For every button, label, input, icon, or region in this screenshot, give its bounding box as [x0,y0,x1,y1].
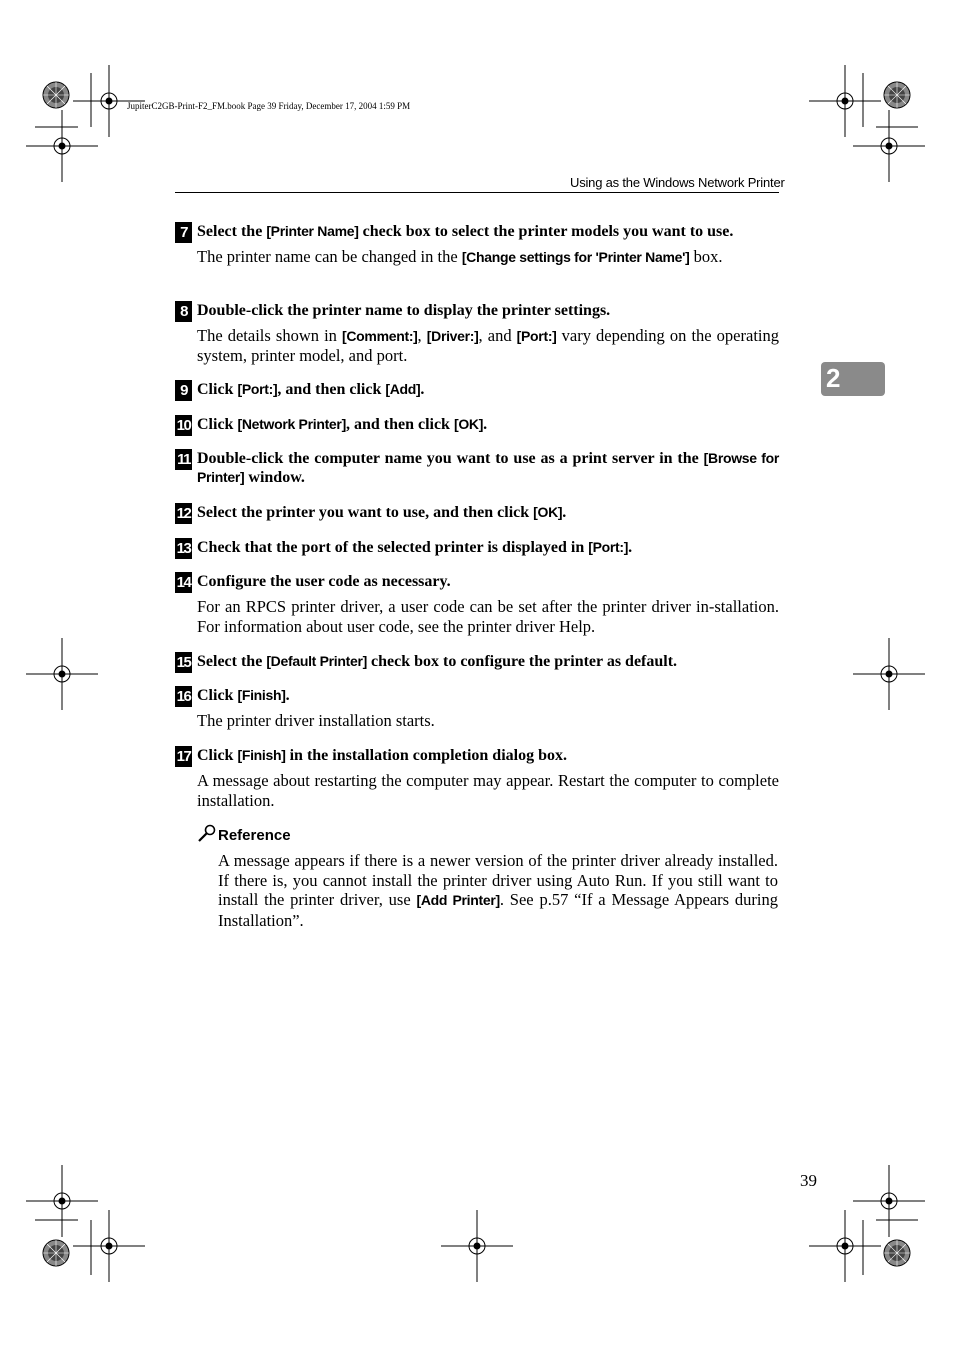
header-rule [175,192,779,193]
description-text: A message about restarting the computer may appear. Restart the computer to complete installation. [197,771,779,810]
step-15 [175,652,779,671]
registration-mark-icon [26,638,98,710]
description-text: The printer driver installation starts. [197,711,435,730]
instruction-ui-label: [Default Printer] [266,653,367,669]
registration-mark-icon [441,1210,513,1282]
step-instruction [197,538,779,557]
instruction-ui-label: [Finish] [237,747,286,763]
step-number-badge: 8 [175,301,192,322]
instruction-ui-label: [Add] [385,381,421,397]
instruction-ui-label: [Finish] [237,687,286,703]
instruction-text: check box to configure the printer as default. [367,653,678,670]
target-icon [43,1240,69,1266]
description-text: vary depending on the operating system, printer model, and port. [197,326,779,365]
step-instruction [197,301,779,320]
reference-text: A message appears if there is a newer version of the printer driver already installed. If there is, you cannot install the printer driver using Auto Run. If you still want to install the printer driver, use [218,851,778,909]
instruction-ui-label: [Printer Name] [266,223,359,239]
instruction-ui-label: [OK] [533,504,563,520]
instruction-text: Configure the user code as necessary. [197,573,451,590]
step-number-badge: 12 [176,505,191,522]
instruction-text: , and then click [277,381,386,398]
step-instruction [197,380,779,399]
description-text: The details shown in [197,326,342,345]
instruction-text: Click [197,416,238,433]
instruction-text: Check that the port of the selected printer is displayed in [197,539,589,556]
step-description [197,771,779,811]
step-instruction [197,449,779,487]
description-ui-label: [Driver:] [426,328,479,344]
registration-mark-icon [73,1210,145,1282]
step-number-badge: 16 [176,688,191,705]
step-description [197,247,779,267]
instruction-text: Select the [197,653,267,670]
instruction-text: window. [244,469,305,486]
reference-ui-label: [Add Printer] [416,892,500,908]
chapter-number: 2 [826,363,841,393]
book-info-line: JupiterC2GB-Print-F2_FM.book Page 39 Friday, December 17, 2004 1:59 PM [127,101,411,111]
step-instruction [197,503,779,522]
step-number-badge: 15 [176,654,191,671]
step-number-badge: 9 [175,380,192,401]
registration-mark-icon [853,110,925,182]
instruction-text: Double-click the printer name to display the printer settings. [197,302,611,319]
step-11 [175,449,779,487]
registration-mark-icon [809,1210,881,1282]
instruction-ui-label: [Network Printer] [237,416,346,432]
step-12 [175,503,779,522]
instruction-text: . [562,504,567,521]
page-number: 39 [800,1171,817,1190]
instruction-text: . [483,416,488,433]
reference-body [218,851,778,930]
step-description [197,597,779,637]
step-number-badge: 13 [176,540,191,557]
registration-mark-icon [26,110,98,182]
instruction-ui-label: [Browse for Printer] [197,450,779,485]
step-9 [175,380,779,399]
step-instruction [197,746,779,765]
step-instruction [197,415,779,434]
step-instruction [197,572,779,591]
description-ui-label: [Change settings for 'Printer Name'] [461,249,690,265]
description-text: , and [478,326,517,345]
description-text: For an RPCS printer driver, a user code can be set after the printer driver in-stallation. For information about user code, see the printer driver Help. [197,597,779,636]
description-text: The printer name can be changed in the [197,247,462,266]
registration-mark-icon [853,1165,925,1237]
registration-mark-icon [853,638,925,710]
instruction-text: Click [197,687,238,704]
step-instruction [197,686,779,705]
instruction-text: . [628,539,633,556]
reference-title: Reference [218,827,291,844]
registration-mark-icon [26,1165,98,1237]
target-icon [884,1240,910,1266]
instruction-text: . [420,381,425,398]
step-description [197,326,779,366]
step-number-badge: 14 [176,574,191,591]
step-number-badge: 7 [175,222,192,243]
reference-text: . See p.57 “If a Message Appears during Installation”. [218,890,778,930]
reference-heading [197,824,291,844]
step-8 [175,301,779,366]
step-description [197,711,779,731]
target-icon [884,82,910,108]
instruction-ui-label: [OK] [453,416,484,432]
step-number-badge: 10 [176,417,191,434]
instruction-ui-label: [Port:] [237,381,278,397]
step-16 [175,686,779,731]
chapter-tab [821,362,885,396]
magnifier-icon [197,824,217,842]
description-text: , [417,326,427,345]
instruction-text: in the installation completion dialog box. [285,747,567,764]
step-13 [175,538,779,557]
step-instruction [197,652,779,671]
description-text: box. [689,247,723,266]
step-7 [175,222,779,267]
instruction-text: Click [197,747,238,764]
step-number-badge: 11 [175,449,192,470]
instruction-text: Select the [197,223,267,240]
instruction-text: Select the printer you want to use, and then click [197,504,534,521]
description-ui-label: [Comment:] [342,328,418,344]
registration-mark-icon [809,65,881,137]
step-instruction [197,222,779,241]
instruction-text: , and then click [345,416,454,433]
instruction-text: Click [197,381,238,398]
step-14 [175,572,779,637]
step-number-badge: 17 [176,748,191,765]
step-17 [175,746,779,811]
instruction-text: . [285,687,290,704]
target-icon [43,82,69,108]
instruction-ui-label: [Port:] [588,539,629,555]
instruction-text: Double-click the computer name you want to use as a print server in the [197,450,704,467]
step-10 [175,415,779,434]
description-ui-label: [Port:] [516,328,557,344]
running-header: Using as the Windows Network Printer [570,175,785,190]
instruction-text: check box to select the printer models you want to use. [358,223,734,240]
